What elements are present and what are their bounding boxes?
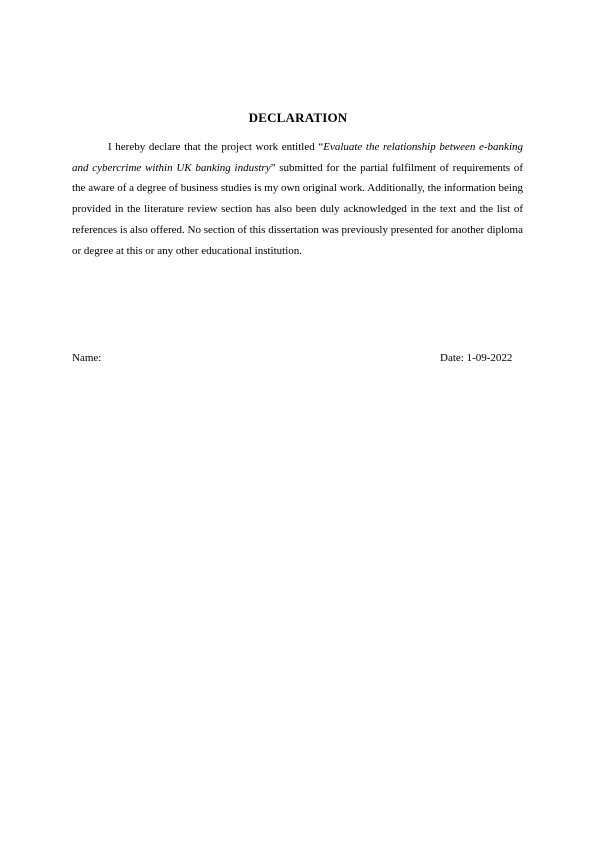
project-title: Evaluate the relationship between e-banking and cybercrime within UK banking industry bbox=[72, 141, 523, 174]
date-label: Date: 1-09-2022 bbox=[440, 352, 513, 364]
name-label: Name: bbox=[72, 352, 102, 364]
page-title: DECLARATION bbox=[248, 110, 348, 125]
declaration-paragraph bbox=[72, 137, 523, 261]
closing-quote: ” bbox=[270, 161, 276, 174]
paragraph-body: submitted for the partial fulfilment of requirements of the aware of a degree of business studies is my own original work. Additionally, the information being provided in the literature review section has also been duly acknowledged in the text and the list of references is also offered. No section of this dissertation was previously presented for another diploma or degree at this or any other educational institution. bbox=[72, 161, 523, 257]
paragraph-intro: I hereby declare that the project work entitled “ bbox=[108, 141, 324, 153]
